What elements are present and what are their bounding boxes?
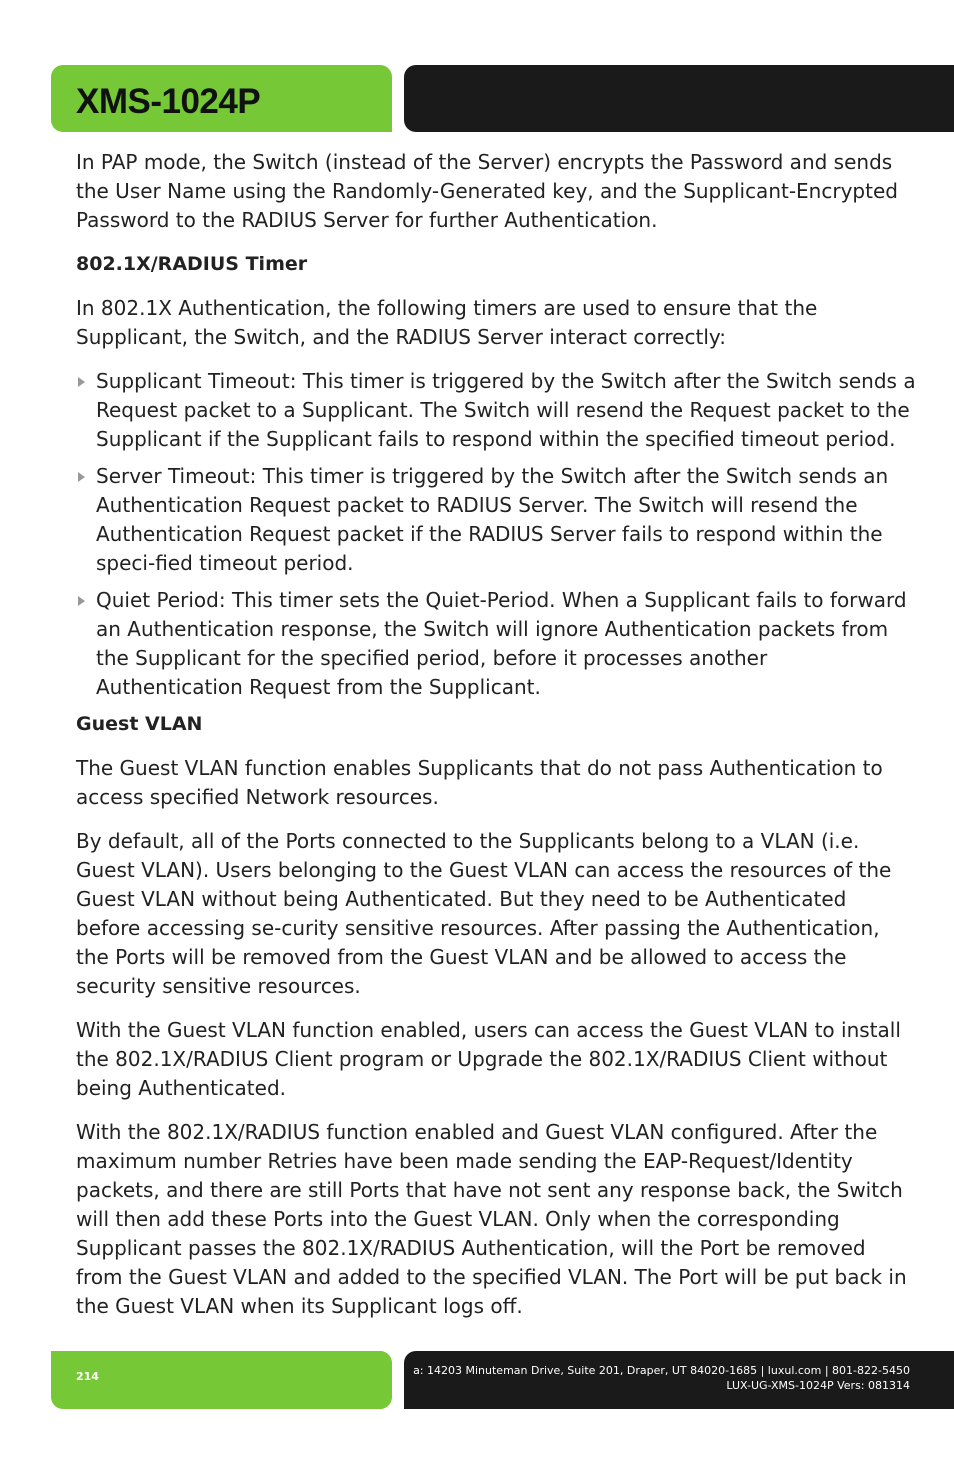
timer-section-heading: 802.1X/RADIUS Timer: [76, 253, 308, 275]
list-item: [76, 586, 916, 702]
bullet-arrow-icon: [78, 596, 85, 606]
guest-vlan-paragraph: With the Guest VLAN function enabled, users can access the Guest VLAN to install the 802.1X/RADIUS Client program or Upgrade the 802.1X/RADIUS Client without being Authenticated.: [76, 1018, 901, 1100]
guest-vlan-paragraph: The Guest VLAN function enables Supplicants that do not pass Authentication to access specified Network resources.: [76, 756, 883, 809]
footer-address: a: 14203 Minuteman Drive, Suite 201, Draper, UT 84020-1685 | luxul.com | 801-822-5450: [413, 1364, 910, 1377]
guest-vlan-heading: Guest VLAN: [76, 713, 203, 735]
list-item-text: Supplicant Timeout: This timer is triggered by the Switch after the Switch sends a Request packet to a Supplicant. The Switch will resend the Request packet to the Supplicant if the Supplicant fails to respond within the specified timeout period.: [96, 369, 916, 451]
list-item-text: Quiet Period: This timer sets the Quiet-Period. When a Supplicant fails to forward an Authentication response, the Switch will ignore Authentication packets from the Supplicant for the specified period, before it processes another Authentication Request from the Supplicant.: [96, 588, 907, 699]
page-number: 214: [76, 1370, 99, 1383]
footer-address-block: [413, 1363, 910, 1393]
footer-doc-id: LUX-UG-XMS-1024P Vers: 081314: [726, 1379, 910, 1392]
footer-page-block: [51, 1351, 392, 1409]
header-dark-bar: [404, 65, 954, 132]
header-title-block: [51, 65, 392, 132]
list-item: [76, 462, 916, 578]
footer-info-bar: [404, 1351, 954, 1409]
page-title: XMS-1024P: [76, 82, 261, 121]
bullet-arrow-icon: [78, 472, 85, 482]
pap-mode-paragraph: In PAP mode, the Switch (instead of the Server) encrypts the Password and sends the User Name using the Randomly-Generated key, and the Supplicant-Encrypted Password to the RADIUS Server for further Authentication.: [76, 150, 898, 232]
bullet-arrow-icon: [78, 377, 85, 387]
list-item-text: Server Timeout: This timer is triggered by the Switch after the Switch sends an Authentication Request packet to RADIUS Server. The Switch will resend the Authentication Request packet if the RADIUS Server fails to respond within the speci-fied timeout period.: [96, 464, 889, 575]
list-item: [76, 367, 916, 454]
document-body: [76, 148, 916, 1336]
guest-vlan-paragraph: With the 802.1X/RADIUS function enabled and Guest VLAN configured. After the maximum number Retries have been made sending the EAP-Request/Identity packets, and there are still Ports that have not sent any response back, the Switch will then add these Ports into the Guest VLAN. Only when the corresponding Supplicant passes the 802.1X/RADIUS Authentication, will the Port be removed from the Guest VLAN and added to the specified VLAN. The Port will be put back in the Guest VLAN when its Supplicant logs off.: [76, 1120, 907, 1318]
timer-bullet-list: [76, 367, 916, 702]
timer-intro-paragraph: In 802.1X Authentication, the following timers are used to ensure that the Supplicant, the Switch, and the RADIUS Server interact correctly:: [76, 296, 818, 349]
guest-vlan-paragraph: By default, all of the Ports connected to the Supplicants belong to a VLAN (i.e. Guest VLAN). Users belonging to the Guest VLAN can access the resources of the Guest VLAN without being Authenticated. But they need to be Authenticated before accessing se-curity sensitive resources. After passing the Authentication, the Ports will be removed from the Guest VLAN and be allowed to access the security sensitive resources.: [76, 829, 892, 998]
